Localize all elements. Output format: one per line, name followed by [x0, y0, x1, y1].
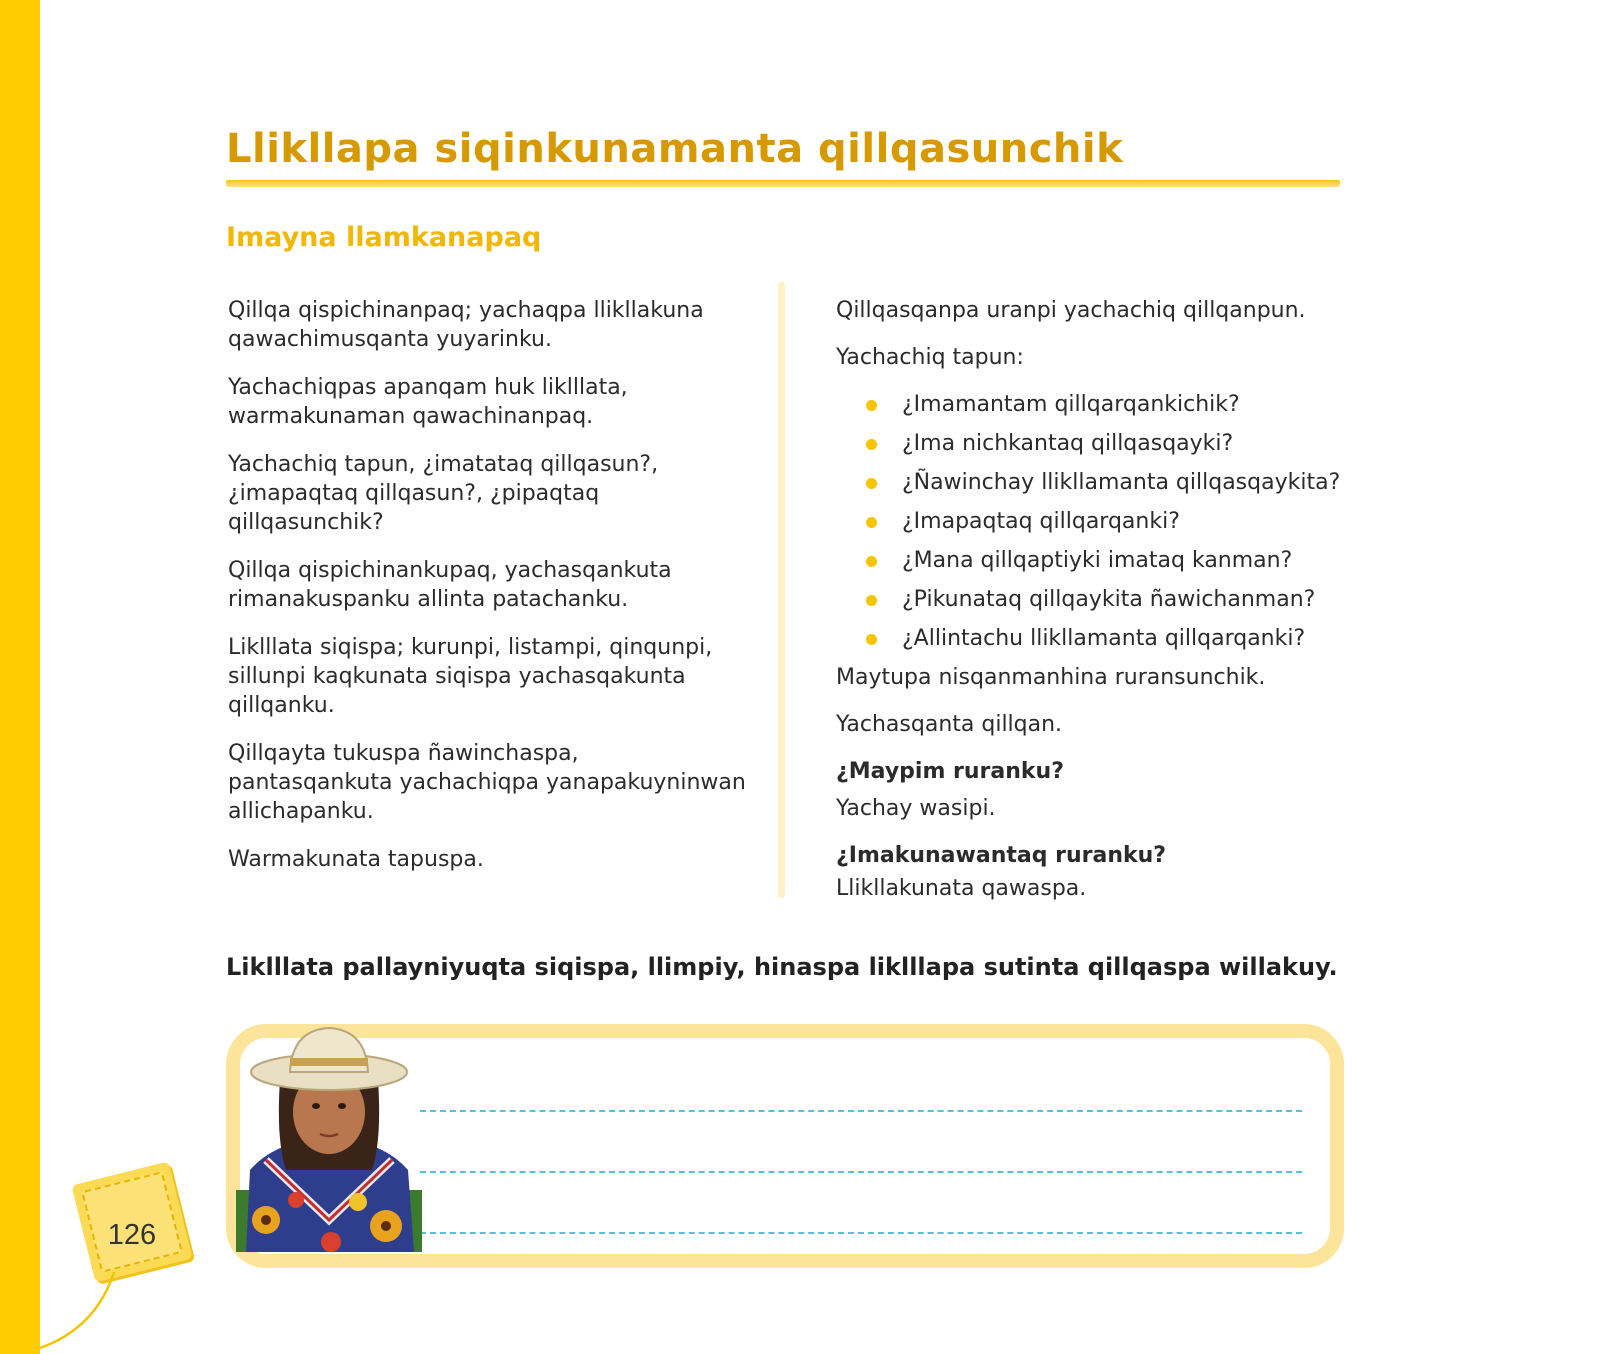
writing-line[interactable] — [420, 1232, 1302, 1234]
writing-line[interactable] — [420, 1110, 1302, 1112]
right-note: Maytupa nisqanmanhina ruransunchik. — [836, 665, 1266, 690]
left-paragraph: Qillqayta tukuspa ñawinchaspa, pantasqankuta yachachiqpa yanapakuyninwan allichapanku. — [228, 741, 746, 824]
flower-center — [261, 1215, 271, 1225]
question-text: ¿Pikunataq qillqaykita ñawichanman? — [902, 587, 1316, 612]
question-text: ¿Ima nichkantaq qillqasqayki? — [902, 431, 1234, 456]
right-column — [836, 296, 1356, 921]
left-paragraph: Liklllata siqispa; kurunpi, listampi, qinqunpi, sillunpi kaqkunata siqispa yachasqakunta qillqanku. — [228, 635, 713, 718]
eye — [338, 1103, 346, 1109]
right-note: Yachasqanta qillqan. — [836, 712, 1063, 737]
flower — [288, 1192, 304, 1208]
eye — [312, 1103, 320, 1109]
page-number: 126 — [107, 1219, 157, 1251]
bullet-icon — [866, 634, 877, 645]
right-intro: Qillqasqanpa uranpi yachachiq qillqanpun. — [836, 298, 1306, 323]
writing-line[interactable] — [420, 1171, 1302, 1173]
left-column — [228, 296, 748, 893]
activity-instruction: Liklllata pallayniyuqta siqispa, llimpiy, hinaspa liklllapa sutinta qillqaspa willakuy. — [226, 953, 1338, 981]
question-text: ¿Allintachu llikllamanta qillqarqanki? — [902, 626, 1306, 651]
left-paragraph: Qillqa qispichinankupaq, yachasqankuta rimanakuspanku allinta patachanku. — [228, 558, 672, 612]
question-text: ¿Ñawinchay llikllamanta qillqasqaykita? — [902, 470, 1341, 495]
flower — [349, 1193, 367, 1211]
bullet-icon — [866, 595, 877, 606]
list-item — [836, 624, 1356, 653]
left-paragraph: Qillqa qispichinanpaq; yachaqpa llikllakuna qawachimusqanta yuyarinku. — [228, 298, 704, 352]
side-color-bar — [0, 0, 40, 1354]
question-list — [836, 390, 1356, 653]
column-divider — [778, 282, 785, 898]
bullet-icon — [866, 517, 877, 528]
right-answer: Llikllakunata qawaspa. — [836, 876, 1087, 901]
left-paragraph: Yachachiq tapun, ¿imatataq qillqasun?, ¿imapaqtaq qillqasun?, ¿pipaqtaq qillqasunchik? — [228, 452, 659, 535]
flower — [321, 1232, 341, 1252]
hat-band — [290, 1058, 368, 1066]
list-item — [836, 546, 1356, 575]
section-subtitle: Imayna llamkanapaq — [226, 222, 542, 253]
kite-string-icon — [36, 1268, 126, 1354]
question-text: ¿Imamantam qillqarqankichik? — [902, 392, 1240, 417]
bullet-icon — [866, 400, 877, 411]
list-item — [836, 585, 1356, 614]
title-underline — [226, 180, 1340, 187]
question-text: ¿Mana qillqaptiyki imataq kanman? — [902, 548, 1293, 573]
right-heading: ¿Imakunawantaq ruranku? — [836, 843, 1167, 868]
list-item — [836, 507, 1356, 536]
left-paragraph: Yachachiqpas apanqam huk liklllata, warmakunaman qawachinanpaq. — [228, 375, 628, 429]
right-heading: ¿Maypim ruranku? — [836, 759, 1064, 784]
question-text: ¿Imapaqtaq qillqarqanki? — [902, 509, 1180, 534]
page-title: Llikllapa siqinkunamanta qillqasunchik — [226, 126, 1124, 172]
bullet-icon — [866, 556, 877, 567]
left-paragraph: Warmakunata tapuspa. — [228, 847, 484, 872]
bullet-icon — [866, 478, 877, 489]
list-item — [836, 468, 1356, 497]
right-answer: Yachay wasipi. — [836, 796, 996, 821]
girl-illustration — [236, 1020, 422, 1252]
list-item — [836, 390, 1356, 419]
list-item — [836, 429, 1356, 458]
flower-center — [381, 1221, 391, 1231]
right-ask: Yachachiq tapun: — [836, 345, 1024, 370]
bullet-icon — [866, 439, 877, 450]
